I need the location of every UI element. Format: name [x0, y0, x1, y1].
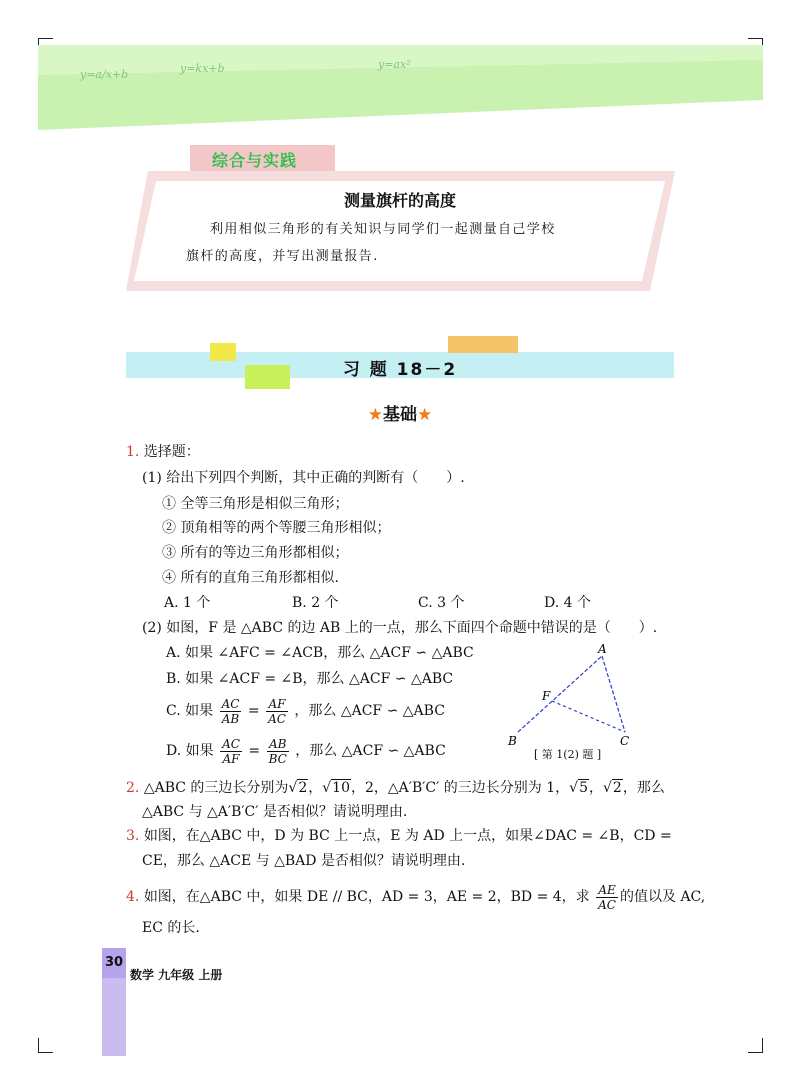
vertex-a-label: A — [598, 642, 607, 656]
star-icon: ★ — [367, 405, 383, 425]
level-label: 基础 — [383, 405, 417, 425]
practice-tag: 综合与实践 — [212, 151, 298, 170]
fraction — [220, 697, 242, 726]
equals-sign: = — [248, 743, 261, 759]
page-number: 30 — [104, 955, 124, 970]
q1-part2-option-d — [166, 734, 446, 768]
q2-separator: ， — [308, 780, 323, 796]
crop-mark-bottom-right — [748, 1038, 763, 1053]
banner-formula-2: y=kx+b — [180, 62, 225, 75]
point-f-label: F — [542, 689, 551, 703]
fraction-numerator: AC — [221, 696, 240, 711]
fraction — [220, 737, 242, 766]
equals-sign: = — [247, 703, 260, 719]
fraction-numerator: AE — [596, 883, 618, 898]
q4-line1 — [126, 880, 705, 914]
q1-stem-text: 选择题： — [143, 444, 200, 460]
q2-text: △ABC 的三边长分别为 — [143, 780, 289, 796]
q2-line2: △ABC 与 △A′B′C′ 是否相似？请说明理由. — [142, 804, 408, 820]
q1-part2-option-a: A. 如果 ∠AFC = ∠ACB，那么 △ACF ∽ △ABC — [166, 645, 474, 661]
fraction — [267, 737, 289, 766]
fraction-numerator: AF — [266, 697, 288, 712]
q3-number: 3. — [126, 828, 140, 844]
fraction-numerator: AB — [267, 737, 289, 752]
q1-part1-item: ① 全等三角形是相似三角形； — [162, 496, 349, 512]
q1-option-a: A. 1 个 — [164, 595, 211, 611]
option-c-suffix: ，那么 △ACF ∽ △ABC — [294, 703, 445, 719]
book-title: 数学 九年级 上册 — [130, 968, 223, 982]
fraction — [596, 883, 618, 912]
banner-formula-3: y=ax² — [378, 58, 411, 71]
option-d-prefix: D. 如果 — [166, 743, 214, 759]
deco-orange-block — [448, 336, 518, 353]
fraction-denominator: AC — [598, 897, 616, 912]
level-heading — [0, 400, 800, 425]
sqrt-value: 10 — [332, 780, 350, 796]
option-c-prefix: C. 如果 — [166, 703, 214, 719]
q2-text: ，2，△A′B′C′ 的三边长分别为 1， — [351, 780, 570, 796]
q1-part1-item: ④ 所有的直角三角形都相似. — [162, 570, 339, 586]
q1-part1-item: ③ 所有的等边三角形都相似； — [162, 545, 349, 561]
crop-mark-bottom-left — [38, 1038, 53, 1053]
sqrt-value: 5 — [579, 780, 588, 796]
q3-text: 如图，在△ABC 中，D 为 BC 上一点，E 为 AD 上一点，如果∠DAC = ∠B，CD = — [143, 828, 672, 844]
q3-line2: CE，那么 △ACE 与 △BAD 是否相似？请说明理由. — [142, 853, 466, 869]
option-d-suffix: ，那么 △ACF ∽ △ABC — [295, 743, 446, 759]
q4-number: 4. — [126, 889, 140, 905]
q2-text: ，那么 — [622, 780, 665, 796]
q1-number: 1. — [126, 444, 140, 460]
q1-stem — [126, 442, 200, 462]
q1-option-b: B. 2 个 — [292, 595, 339, 611]
q1-option-c: C. 3 个 — [418, 595, 465, 611]
exercise-title: 习 题 18－2 — [342, 360, 458, 380]
practice-title: 测量旗杆的高度 — [343, 191, 456, 210]
fraction — [266, 697, 288, 726]
sqrt-value: 2 — [612, 780, 622, 796]
fraction-denominator: AC — [268, 711, 286, 726]
vertex-b-label: B — [508, 734, 517, 748]
q1-part1-item: ② 顶角相等的两个等腰三角形相似； — [162, 520, 391, 536]
q1-part2-option-c — [166, 694, 445, 728]
vertex-c-label: C — [620, 734, 630, 748]
fraction-denominator: AF — [222, 751, 240, 766]
practice-body-line2: 旗杆的高度，并写出测量报告. — [186, 249, 379, 264]
q3-line1 — [126, 826, 672, 846]
q1-option-d: D. 4 个 — [544, 595, 591, 611]
star-icon: ★ — [417, 405, 433, 425]
q1-part2-stem: (2) 如图，F 是 △ABC 的边 AB 上的一点，那么下面四个命题中错误的是（ ）. — [142, 620, 658, 636]
q2-number: 2. — [126, 780, 140, 796]
figure-caption: [ 第 1(2) 题 ] — [534, 748, 602, 761]
top-banner — [38, 40, 763, 135]
fraction-denominator: BC — [268, 751, 287, 766]
q4-text: 的值以及 AC, — [620, 889, 706, 905]
q2-line1: 2. △ABC 的三边长分别为√2，√10，2，△A′B′C′ 的三边长分别为 1，√5，√2，那么 — [126, 780, 665, 796]
q2-separator: ， — [588, 780, 603, 796]
fraction-numerator: AC — [222, 736, 240, 751]
q1-part2-option-b: B. 如果 ∠ACF = ∠B，那么 △ACF ∽ △ABC — [166, 671, 454, 687]
fraction-denominator: AB — [221, 711, 240, 726]
banner-formula-1: y=a/x+b — [80, 68, 129, 81]
q4-text: 如图，在△ABC 中，如果 DE // BC，AD = 3，AE = 2，BD = 4，求 — [143, 889, 590, 905]
q1-part1-stem: (1) 给出下列四个判断，其中正确的判断有（ ）. — [142, 470, 465, 486]
sqrt-value: 2 — [298, 780, 308, 796]
q4-line2: EC 的长. — [142, 920, 200, 936]
triangle-figure — [500, 640, 650, 760]
practice-body-line1: 利用相似三角形的有关知识与同学们一起测量自己学校 — [210, 222, 556, 237]
